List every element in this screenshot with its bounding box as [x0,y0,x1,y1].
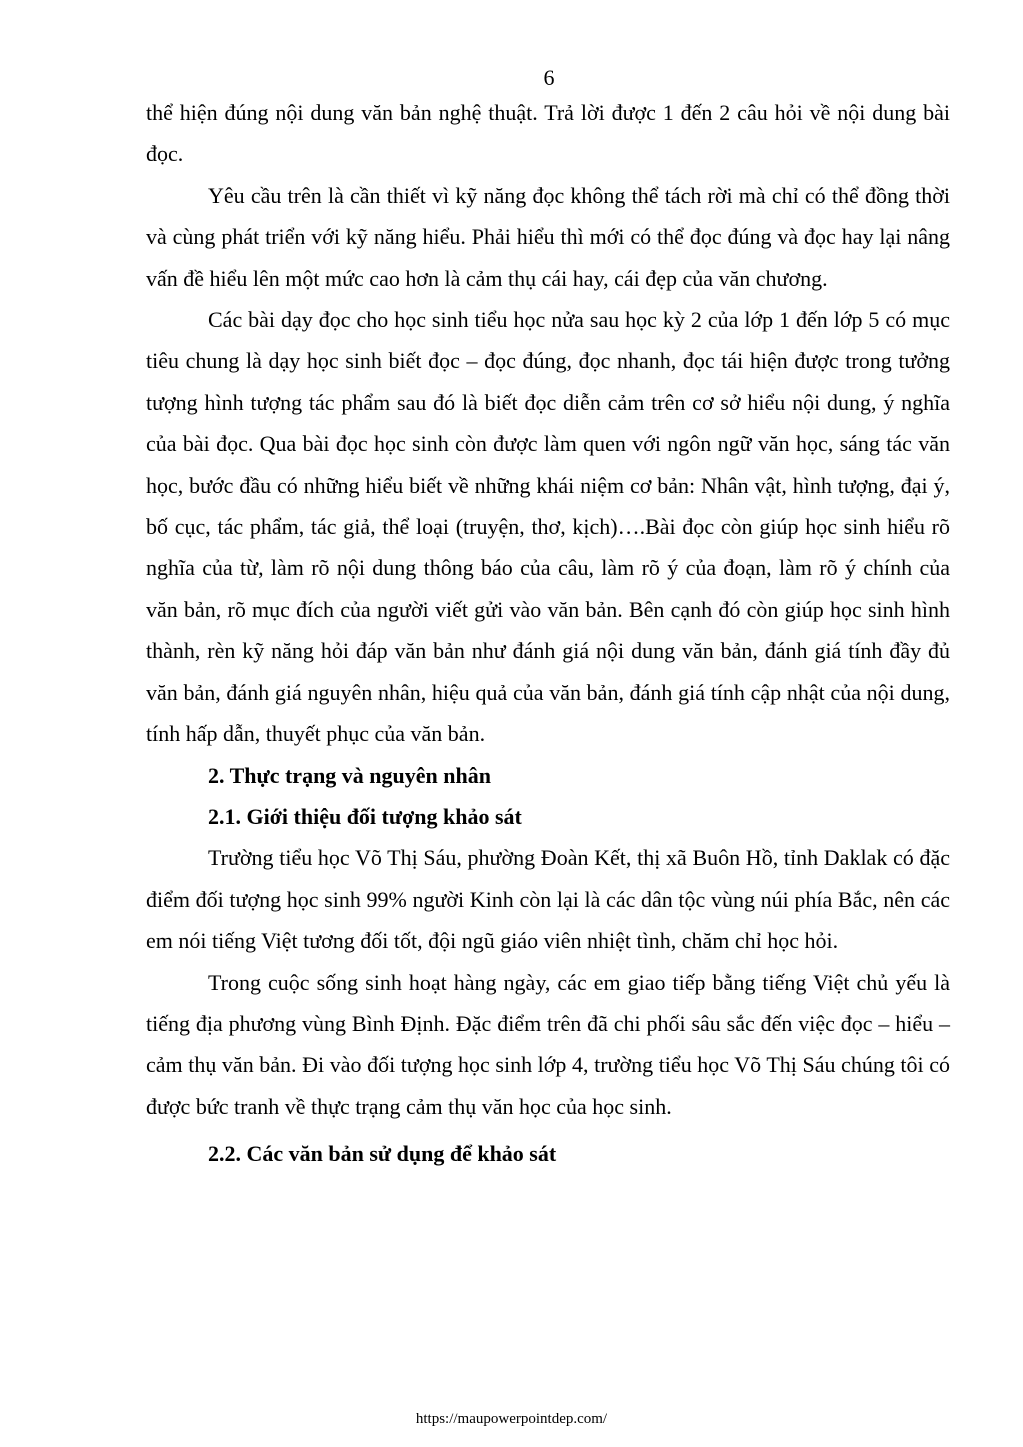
document-body [146,92,950,1175]
section-heading-2-1: 2.1. Giới thiệu đối tượng khảo sát [208,803,522,829]
page-number: 6 [543,65,555,90]
paragraph-continuation: thể hiện đúng nội dung văn bản nghệ thuật. Trả lời được 1 đến 2 câu hỏi về nội dung bài đọc. [146,100,950,167]
paragraph-requirement: Yêu cầu trên là cần thiết vì kỹ năng đọc không thể tách rời mà chỉ có thể đồng thời và cùng phát triển với kỹ năng hiểu. Phải hiểu thì mới có thể đọc đúng và đọc hay lại nâng vấn đề hiểu lên một mức cao hơn là cảm thụ cái hay, cái đẹp của văn chương. [146,182,950,291]
footer-url[interactable]: https://maupowerpointdep.com/ [415,1411,608,1427]
section-heading-2-2: 2.2. Các văn bản sử dụng để khảo sát [208,1141,557,1167]
paragraph-school-intro: Trường tiểu học Võ Thị Sáu, phường Đoàn Kết, thị xã Buôn Hồ, tỉnh Daklak có đặc điểm đối tượng học sinh 99% người Kinh còn lại là các dân tộc vùng núi phía Bắc, nên các em nói tiếng Việt tương đối tốt, đội ngũ giáo viên nhiệt tình, chăm chỉ học hỏi. [146,845,950,954]
section-heading-2: 2. Thực trạng và nguyên nhân [208,762,491,788]
paragraph-daily-life: Trong cuộc sống sinh hoạt hàng ngày, các em giao tiếp bằng tiếng Việt chủ yếu là tiếng địa phương vùng Bình Định. Đặc điểm trên đã chi phối sâu sắc đến việc đọc – hiểu – cảm thụ văn bản. Đi vào đối tượng học sinh lớp 4, trường tiểu học Võ Thị Sáu chúng tôi có được bức tranh về thực trạng cảm thụ văn học của học sinh. [146,969,950,1119]
paragraph-reading-lessons: Các bài dạy đọc cho học sinh tiểu học nửa sau học kỳ 2 của lớp 1 đến lớp 5 có mục tiêu chung là dạy học sinh biết đọc – đọc đúng, đọc nhanh, đọc tái hiện được trong tưởng tượng hình tượng tác phẩm sau đó là biết đọc diễn cảm trên cơ sở hiểu nội dung, ý nghĩa của bài đọc. Qua bài đọc học sinh còn được làm quen với ngôn ngữ văn học, sáng tác văn học, bước đầu có những hiểu biết về những khái niệm cơ bản: Nhân vật, hình tượng, đại ý, bố cục, tác phẩm, tác giả, thể loại (truyện, thơ, kịch)….Bài đọc còn giúp học sinh hiểu rõ nghĩa của từ, làm rõ nội dung thông báo của câu, làm rõ ý của đoạn, làm rõ ý chính của văn bản, rõ mục đích của người viết gửi vào văn bản. Bên cạnh đó còn giúp học sinh hình thành, rèn kỹ năng hỏi đáp văn bản như đánh giá nội dung văn bản, đánh giá tính đầy đủ văn bản, đánh giá nguyên nhân, hiệu quả của văn bản, đánh giá tính cập nhật của nội dung, tính hấp dẫn, thuyết phục của văn bản. [146,307,950,747]
